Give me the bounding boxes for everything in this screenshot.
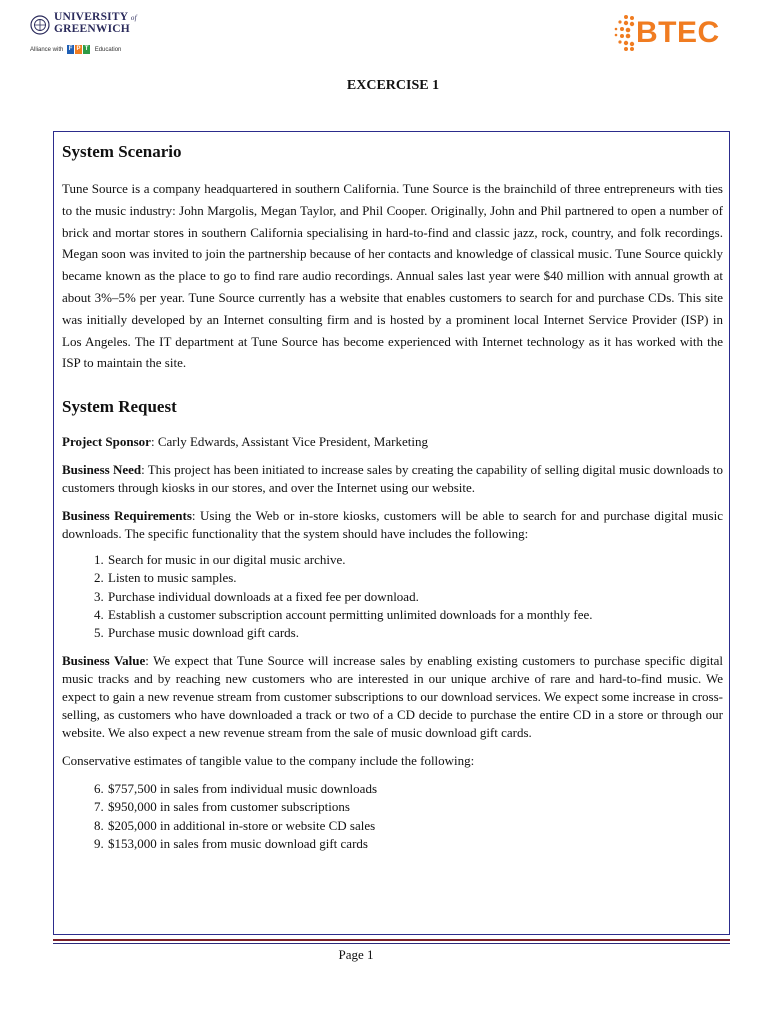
list-item: 5. Purchase music download gift cards. [107,624,723,642]
list-item: 8. $205,000 in additional in-store or website CD sales [107,817,723,835]
list-item: 7. $950,000 in sales from customer subscriptions [107,798,723,816]
business-requirements [62,507,723,543]
exercise-title: EXCERCISE 1 [346,78,440,93]
project-sponsor [62,433,723,451]
sponsor-text: : Carly Edwards, Assistant Vice President, Marketing [150,434,428,450]
need-label: Business Need [62,462,142,478]
list-item: 2. Listen to music samples. [107,569,723,587]
list-item: 4. Establish a customer subscription account permitting unlimited downloads for a monthly fee. [107,606,723,624]
request-heading: System Request [62,397,177,417]
footer-rule-red [53,939,730,941]
btec-logo [612,14,747,54]
btec-wordmark: BTEC [636,16,720,49]
business-value [62,652,723,742]
need-text: : This project has been initiated to increase sales by creating the capability of selling digital music downloads to customers through kiosks in our stores, and over the Internet using our website. [62,462,723,496]
sponsor-label: Project Sponsor [62,434,151,450]
req-text: : Using the Web or in-store kiosks, customers will be able to search for and purchase digital music downloads. The specific functionality that the system should have includes the following: [62,508,723,542]
value-label: Business Value [62,653,146,669]
business-need [62,461,723,497]
list-item: 6. $757,500 in sales from individual music downloads [107,780,723,798]
fpt-logo: F P T [68,46,89,52]
estimates-list [62,780,723,853]
alliance-line: Alliance with F P T Education [30,46,122,54]
scenario-heading: System Scenario [62,142,182,161]
university-of-greenwich-logo [30,12,160,62]
value-text: : We expect that Tune Source will increase sales by enabling existing customers to purchase specific digital music tracks and by reaching new customers who are interested in our unique archive of rare and hard-to-find music. We expect to gain a new revenue stream from customer subscriptions to our download services. We expect some increase in cross-selling, as customers who have downloaded a track or two of a CD decide to purchase the entire CD in a store or through our website. We also expect a new revenue stream from the sale of music download gift cards. [62,653,724,741]
requirements-list [62,551,723,642]
footer-rule [53,939,730,944]
university-crest-icon [30,14,50,36]
footer-rule-blue [53,943,730,944]
scenario-paragraph: Tune Source is a company headquartered in southern California. Tune Source is the brainchild of three entrepreneurs with ties to the music industry: John Margolis, Megan Taylor, and Phil Cooper. Originally, John and Phil partnered to open a number of brick and mortar stores in southern California specialising in hard-to-find and classic jazz, rock, country, and folk recordings. Megan soon was invited to join the partnership because of her contacts and knowledge of classical music. Tune Source quickly became known as the place to go to find rare audio recordings. Annual sales last year were $40 million with annual growth at about 3%–5% per year. Tune Source currently has a website that enables customers to search for and purchase CDs. This site was initially developed by an Internet consulting firm and is hosted by a prominent local Internet Service Provider (ISP) in Los Angeles. The IT department at Tune Source has become experienced with Internet technology as it has worked with the ISP to maintain the site. [62,181,723,371]
page-header [0,0,768,70]
req-label: Business Requirements [62,508,192,524]
list-item: 3. Purchase individual downloads at a fixed fee per download. [107,588,723,606]
list-item: 1. Search for music in our digital music archive. [107,551,723,569]
list-item: 9. $153,000 in sales from music download gift cards [107,835,723,853]
university-name: UNIVERSITY of GREENWICH [54,11,137,35]
estimates-intro: Conservative estimates of tangible value to the company include the following: [62,753,475,769]
document-content [62,142,723,853]
page-number: Page 1 [338,947,374,962]
